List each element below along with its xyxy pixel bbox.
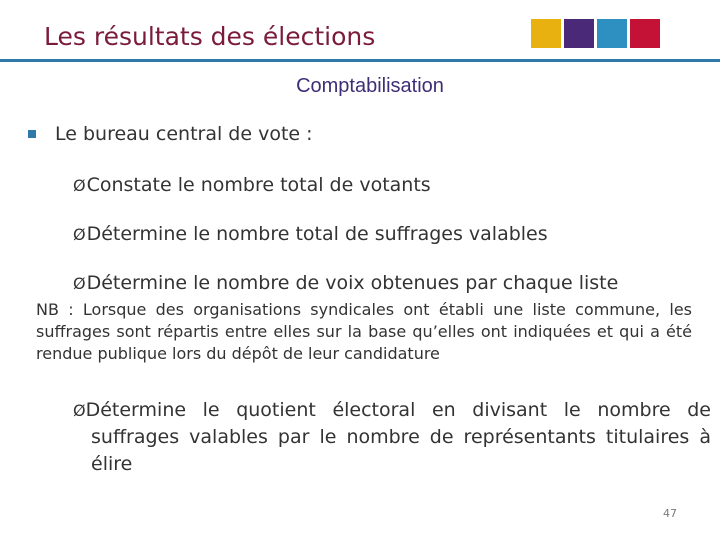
title-divider — [0, 59, 720, 62]
section-heading: Comptabilisation — [296, 75, 444, 97]
arrow-bullet-icon: Ø — [73, 176, 86, 195]
slide-title: Les résultats des élections — [44, 22, 376, 51]
sub-item-suffrages — [73, 223, 548, 245]
arrow-bullet-icon: Ø — [73, 225, 86, 244]
sub-item-text: Détermine le nombre de voix obtenues par chaque liste — [86, 272, 619, 294]
sub-item-text: Constate le nombre total de votants — [86, 174, 431, 196]
page-number: 47 — [663, 507, 677, 520]
sub-item-voix — [73, 272, 618, 294]
sub-item-text: Détermine le nombre total de suffrages valables — [86, 223, 548, 245]
arrow-bullet-icon: Ø — [73, 401, 86, 420]
bullet-marker-icon — [28, 130, 36, 138]
sub-item-quotient — [73, 397, 711, 478]
swatch-red — [630, 19, 660, 48]
arrow-bullet-icon: Ø — [73, 274, 86, 293]
nb-note: NB : Lorsque des organisations syndicales ont établi une liste commune, les suffrages sont répartis entre elles sur la base qu’elles ont indiquées et qui a été rendue publique lors du dépôt de leur candidature — [36, 300, 692, 363]
bullet-text: Le bureau central de vote : — [55, 123, 313, 145]
swatch-purple — [564, 19, 594, 48]
swatch-yellow — [531, 19, 561, 48]
swatch-blue — [597, 19, 627, 48]
sub-item-votants — [73, 174, 431, 196]
sub-item-text: Détermine le quotient électoral en divisant le nombre de suffrages valables par le nombre de représentants titulaires à élire — [85, 399, 711, 475]
